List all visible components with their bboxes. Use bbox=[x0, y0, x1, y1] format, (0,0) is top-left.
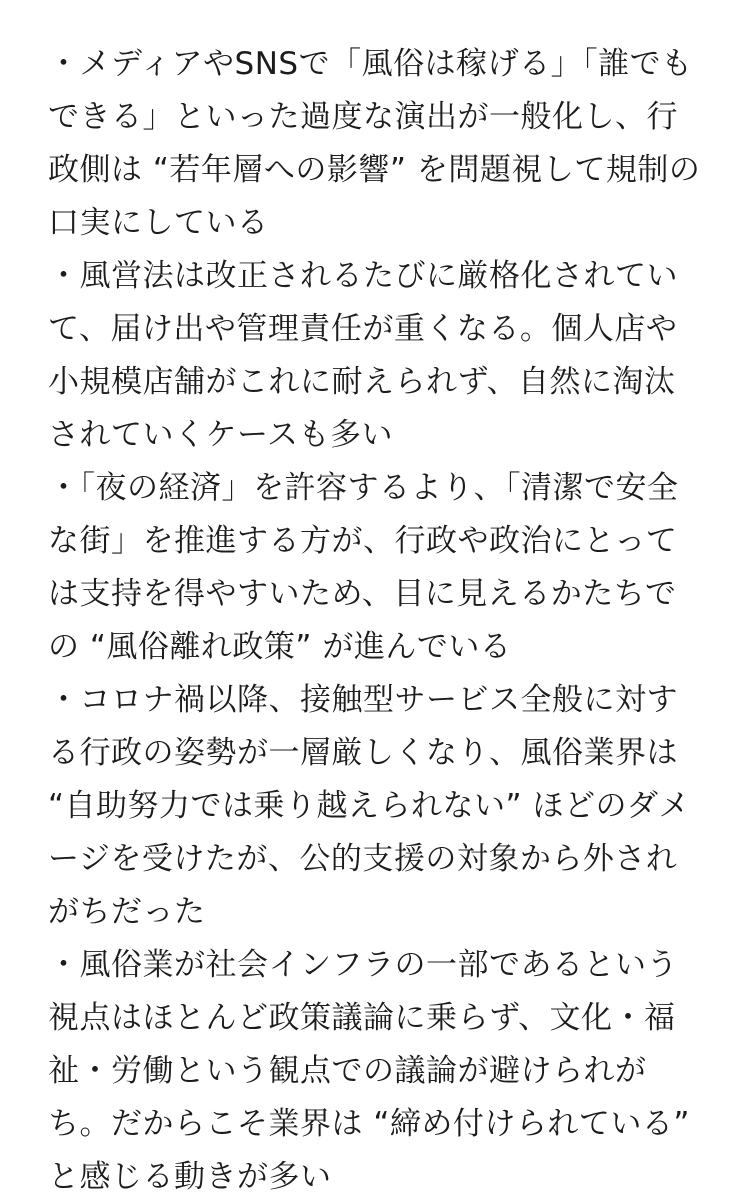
text-line: できる」といった過度な演出が一般化し、行 bbox=[48, 99, 678, 135]
text-line: ・「夜の経済」を許容するより、「清潔で安全 bbox=[48, 470, 679, 506]
text-line: は支持を得やすいため、目に見えるかたちで bbox=[48, 576, 677, 612]
text-line: ち。だからこそ業界は “締め付けられている” bbox=[48, 1106, 690, 1142]
text-line: と感じる動きが多い bbox=[48, 1159, 332, 1195]
text-line: ージを受けたが、公的支援の対象から外され bbox=[48, 841, 678, 877]
text-line: の “風俗離れ政策” が進んでいる bbox=[48, 629, 512, 665]
text-line: されていくケースも多い bbox=[48, 417, 393, 453]
text-line: 口実にしている bbox=[48, 205, 269, 241]
text-line: て、届け出や管理責任が重くなる。個人店や bbox=[48, 311, 678, 347]
document-body bbox=[48, 38, 701, 1204]
text-line: 視点はほとんど政策議論に乗らず、文化・福 bbox=[48, 1000, 676, 1036]
text-line: ・風営法は改正されるたびに厳格化されてい bbox=[48, 258, 678, 294]
text-line: な街」を推進する方が、行政や政治にとって bbox=[48, 523, 678, 559]
text-line: 祉・労働という観点での議論が避けられが bbox=[48, 1053, 647, 1089]
text-line: 小規模店舗がこれに耐えられず、自然に淘汰 bbox=[48, 364, 676, 400]
text-line: ・コロナ禍以降、接触型サービス全般に対す bbox=[48, 682, 678, 718]
text-line: ・風俗業が社会インフラの一部であるという bbox=[48, 947, 678, 983]
text-line: る行政の姿勢が一層厳しくなり、風俗業界は bbox=[48, 735, 678, 771]
text-line: がちだった bbox=[48, 894, 206, 930]
text-line: ・メディアやSNSで「風俗は稼げる」「誰でも bbox=[48, 46, 693, 82]
text-line: 政側は “若年層への影響” を問題視して規制の bbox=[48, 152, 701, 188]
text-line: “自助努力では乗り越えられない” ほどのダメ bbox=[48, 788, 690, 824]
